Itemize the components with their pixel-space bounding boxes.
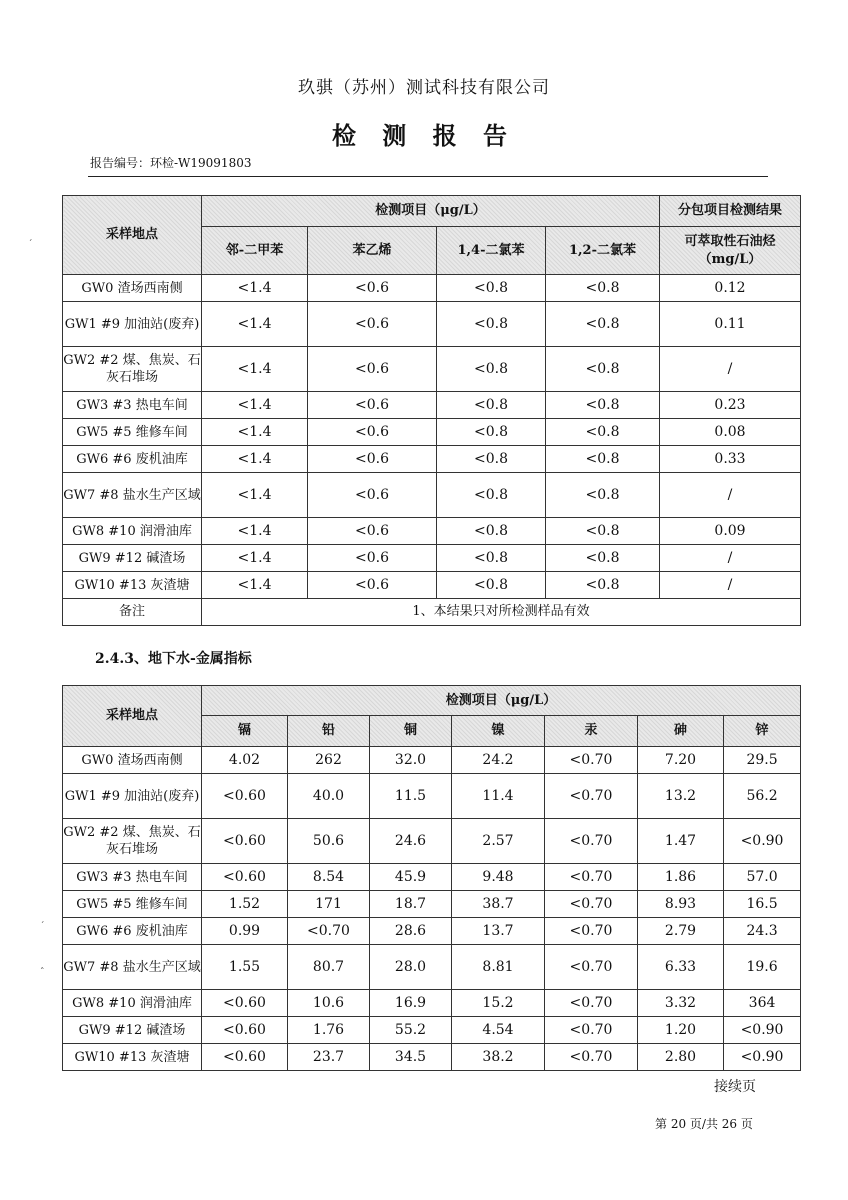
sampling-location: GW3 #3 热电车间 <box>63 392 202 419</box>
table-row <box>63 347 801 392</box>
group-header: 检测项目（μg/L） <box>202 196 660 227</box>
result-cell: <0.8 <box>437 347 546 392</box>
sampling-location: GW9 #12 碱渣场 <box>63 545 202 572</box>
result-cell: 2.80 <box>638 1044 724 1071</box>
result-cell: <0.8 <box>437 302 546 347</box>
result-cell: <0.70 <box>545 945 638 990</box>
column-header: 1,2-二氯苯 <box>546 227 660 275</box>
result-cell: 3.32 <box>638 990 724 1017</box>
result-cell: 8.54 <box>288 864 370 891</box>
result-cell: <0.8 <box>437 473 546 518</box>
result-cell: <0.60 <box>202 1017 288 1044</box>
result-cell: <0.60 <box>202 990 288 1017</box>
result-cell: <0.70 <box>545 990 638 1017</box>
sampling-location: GW0 渣场西南侧 <box>63 747 202 774</box>
result-cell: <0.8 <box>437 572 546 599</box>
result-cell: <0.8 <box>437 518 546 545</box>
result-cell: 24.3 <box>724 918 801 945</box>
result-cell: 2.79 <box>638 918 724 945</box>
result-cell: 19.6 <box>724 945 801 990</box>
result-cell: 11.5 <box>370 774 452 819</box>
result-cell: <0.6 <box>308 446 437 473</box>
result-cell: 262 <box>288 747 370 774</box>
result-cell: 1.52 <box>202 891 288 918</box>
page-number: 第 20 页/共 26 页 <box>655 1117 753 1131</box>
table-row <box>63 518 801 545</box>
result-cell: 0.23 <box>660 392 801 419</box>
result-cell: <0.8 <box>437 446 546 473</box>
result-cell: <1.4 <box>202 473 308 518</box>
sampling-location: GW8 #10 润滑油库 <box>63 518 202 545</box>
result-cell: 23.7 <box>288 1044 370 1071</box>
table-row <box>63 990 801 1017</box>
result-cell: <0.8 <box>546 419 660 446</box>
result-cell: 18.7 <box>370 891 452 918</box>
sampling-location: GW3 #3 热电车间 <box>63 864 202 891</box>
result-cell: 9.48 <box>452 864 545 891</box>
result-cell: 0.33 <box>660 446 801 473</box>
result-cell: 50.6 <box>288 819 370 864</box>
result-cell: <1.4 <box>202 302 308 347</box>
result-cell: <0.8 <box>546 446 660 473</box>
company-name: 玖骐（苏州）测试科技有限公司 <box>298 78 550 98</box>
result-cell: 0.08 <box>660 419 801 446</box>
result-cell: 38.7 <box>452 891 545 918</box>
result-cell: 16.9 <box>370 990 452 1017</box>
sampling-location: GW2 #2 煤、焦炭、石灰石堆场 <box>63 819 202 864</box>
subcontract-header: 分包项目检测结果 <box>660 196 801 227</box>
result-cell: 1.86 <box>638 864 724 891</box>
result-cell: 24.2 <box>452 747 545 774</box>
result-cell: 8.93 <box>638 891 724 918</box>
result-cell: <0.90 <box>724 819 801 864</box>
column-header: 砷 <box>638 716 724 747</box>
result-cell: <0.70 <box>545 774 638 819</box>
result-cell: 0.11 <box>660 302 801 347</box>
result-cell: 15.2 <box>452 990 545 1017</box>
sampling-location: GW1 #9 加油站(废弃) <box>63 302 202 347</box>
remark-label: 备注 <box>63 599 202 626</box>
result-cell: / <box>660 545 801 572</box>
result-cell: 16.5 <box>724 891 801 918</box>
result-cell: 32.0 <box>370 747 452 774</box>
result-cell: <0.60 <box>202 774 288 819</box>
sampling-location: GW0 渣场西南侧 <box>63 275 202 302</box>
result-cell: <0.8 <box>546 545 660 572</box>
sampling-location: GW6 #6 废机油库 <box>63 918 202 945</box>
table-row <box>63 864 801 891</box>
result-cell: 28.6 <box>370 918 452 945</box>
result-cell: 13.7 <box>452 918 545 945</box>
result-cell: <0.70 <box>545 918 638 945</box>
sampling-location: GW2 #2 煤、焦炭、石灰石堆场 <box>63 347 202 392</box>
result-cell: <0.70 <box>288 918 370 945</box>
column-header: 铅 <box>288 716 370 747</box>
result-cell: 55.2 <box>370 1017 452 1044</box>
table-row <box>63 774 801 819</box>
sampling-location: GW10 #13 灰渣塘 <box>63 1044 202 1071</box>
continued-note: 接续页 <box>714 1079 756 1095</box>
scan-mark: ˊ <box>40 922 45 932</box>
table-row <box>63 945 801 990</box>
result-cell: <0.8 <box>546 518 660 545</box>
column-header: 锌 <box>724 716 801 747</box>
result-cell: 80.7 <box>288 945 370 990</box>
result-cell: 171 <box>288 891 370 918</box>
sampling-location: GW6 #6 废机油库 <box>63 446 202 473</box>
table-row <box>63 1044 801 1071</box>
result-cell: <0.8 <box>546 473 660 518</box>
result-cell: <1.4 <box>202 518 308 545</box>
column-header: 邻-二甲苯 <box>202 227 308 275</box>
sampling-location: GW5 #5 维修车间 <box>63 419 202 446</box>
column-header: 1,4-二氯苯 <box>437 227 546 275</box>
scan-mark: ˊ <box>28 240 33 250</box>
result-cell: <0.6 <box>308 275 437 302</box>
result-cell: <0.70 <box>545 864 638 891</box>
result-cell: <0.8 <box>546 302 660 347</box>
result-cell: <1.4 <box>202 545 308 572</box>
column-header: 汞 <box>545 716 638 747</box>
result-cell: 40.0 <box>288 774 370 819</box>
result-cell: <0.6 <box>308 545 437 572</box>
metals-results-table <box>62 685 801 1071</box>
result-cell: <0.8 <box>437 419 546 446</box>
table-row <box>63 747 801 774</box>
result-cell: 57.0 <box>724 864 801 891</box>
table-row <box>63 918 801 945</box>
result-cell: <0.6 <box>308 392 437 419</box>
result-cell: 56.2 <box>724 774 801 819</box>
sampling-location: GW9 #12 碱渣场 <box>63 1017 202 1044</box>
result-cell: 38.2 <box>452 1044 545 1071</box>
result-cell: 2.57 <box>452 819 545 864</box>
result-cell: <0.60 <box>202 1044 288 1071</box>
result-cell: <0.90 <box>724 1044 801 1071</box>
result-cell: <1.4 <box>202 392 308 419</box>
table-row <box>63 302 801 347</box>
result-cell: <0.8 <box>437 392 546 419</box>
result-cell: <0.70 <box>545 747 638 774</box>
table-row <box>63 419 801 446</box>
table-row <box>63 572 801 599</box>
report-number: 报告编号：环检-W19091803 <box>90 156 252 170</box>
table-row <box>63 275 801 302</box>
result-cell: <0.90 <box>724 1017 801 1044</box>
result-cell: 1.20 <box>638 1017 724 1044</box>
result-cell: 6.33 <box>638 945 724 990</box>
result-cell: 1.76 <box>288 1017 370 1044</box>
result-cell: <0.8 <box>546 275 660 302</box>
result-cell: 0.99 <box>202 918 288 945</box>
result-cell: 45.9 <box>370 864 452 891</box>
result-cell: <0.60 <box>202 864 288 891</box>
table-row <box>63 473 801 518</box>
sampling-location: GW7 #8 盐水生产区域 <box>63 473 202 518</box>
remark-row <box>63 599 801 626</box>
result-cell: <0.6 <box>308 572 437 599</box>
result-cell: 11.4 <box>452 774 545 819</box>
report-title: 检 测 报 告 <box>331 121 517 150</box>
result-cell: <0.6 <box>308 518 437 545</box>
column-header: 可萃取性石油烃（mg/L） <box>660 227 801 275</box>
result-cell: / <box>660 572 801 599</box>
result-cell: <0.8 <box>546 347 660 392</box>
table-row <box>63 1017 801 1044</box>
location-header: 采样地点 <box>63 196 202 275</box>
column-header: 苯乙烯 <box>308 227 437 275</box>
result-cell: 34.5 <box>370 1044 452 1071</box>
result-cell: 10.6 <box>288 990 370 1017</box>
result-cell: 29.5 <box>724 747 801 774</box>
table-row <box>63 819 801 864</box>
result-cell: 7.20 <box>638 747 724 774</box>
voc-results-table <box>62 195 801 626</box>
remark-text: 1、本结果只对所检测样品有效 <box>202 599 801 626</box>
sampling-location: GW5 #5 维修车间 <box>63 891 202 918</box>
column-header: 镉 <box>202 716 288 747</box>
result-cell: <0.6 <box>308 347 437 392</box>
result-cell: <0.6 <box>308 419 437 446</box>
group-header: 检测项目（μg/L） <box>202 686 801 716</box>
result-cell: 24.6 <box>370 819 452 864</box>
scan-mark: ˆ <box>40 968 45 978</box>
result-cell: <1.4 <box>202 419 308 446</box>
result-cell: / <box>660 473 801 518</box>
result-cell: 1.55 <box>202 945 288 990</box>
result-cell: <1.4 <box>202 275 308 302</box>
result-cell: 364 <box>724 990 801 1017</box>
table-row <box>63 891 801 918</box>
result-cell: 13.2 <box>638 774 724 819</box>
result-cell: 0.09 <box>660 518 801 545</box>
result-cell: <1.4 <box>202 572 308 599</box>
sampling-location: GW1 #9 加油站(废弃) <box>63 774 202 819</box>
result-cell: <0.70 <box>545 819 638 864</box>
result-cell: / <box>660 347 801 392</box>
result-cell: <0.6 <box>308 473 437 518</box>
sampling-location: GW8 #10 润滑油库 <box>63 990 202 1017</box>
result-cell: <1.4 <box>202 446 308 473</box>
result-cell: 4.02 <box>202 747 288 774</box>
sampling-location: GW7 #8 盐水生产区域 <box>63 945 202 990</box>
result-cell: <0.70 <box>545 1017 638 1044</box>
sampling-location: GW10 #13 灰渣塘 <box>63 572 202 599</box>
result-cell: <0.6 <box>308 302 437 347</box>
header-divider <box>88 176 768 177</box>
table-row <box>63 545 801 572</box>
result-cell: 28.0 <box>370 945 452 990</box>
result-cell: <0.8 <box>437 545 546 572</box>
result-cell: 8.81 <box>452 945 545 990</box>
location-header: 采样地点 <box>63 686 202 747</box>
result-cell: <0.60 <box>202 819 288 864</box>
result-cell: 1.47 <box>638 819 724 864</box>
result-cell: <0.70 <box>545 891 638 918</box>
section-title: 2.4.3、地下水-金属指标 <box>95 651 252 667</box>
result-cell: 4.54 <box>452 1017 545 1044</box>
result-cell: 0.12 <box>660 275 801 302</box>
result-cell: <0.8 <box>546 392 660 419</box>
table-row <box>63 446 801 473</box>
column-header: 铜 <box>370 716 452 747</box>
result-cell: <1.4 <box>202 347 308 392</box>
result-cell: <0.70 <box>545 1044 638 1071</box>
column-header: 镍 <box>452 716 545 747</box>
table-row <box>63 392 801 419</box>
result-cell: <0.8 <box>437 275 546 302</box>
result-cell: <0.8 <box>546 572 660 599</box>
